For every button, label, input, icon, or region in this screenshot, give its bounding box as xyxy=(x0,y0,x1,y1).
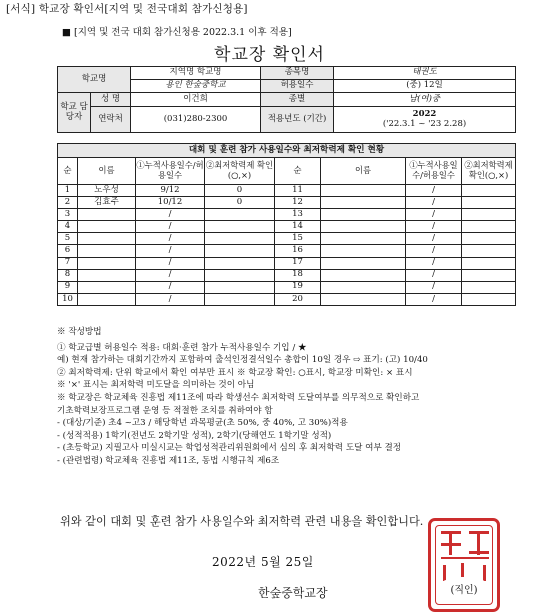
row-days-2: / xyxy=(406,245,462,257)
row-no-2: 13 xyxy=(275,209,321,221)
row-name-2 xyxy=(321,185,406,197)
instruction-line: 예) 현재 참가하는 대회기간까지 포함하여 출석인정결석일수 총합이 10일 경우 ⇨ 표기: (고) 10/40 xyxy=(57,355,428,366)
name-label: 성 명 xyxy=(91,93,131,107)
instruction-line: ※ '×' 표시는 최저학력 미도달을 의미하는 것이 아님 xyxy=(57,380,255,391)
row-no-2: 14 xyxy=(275,221,321,233)
row-days-2: / xyxy=(406,293,462,305)
row-days: 10/12 xyxy=(136,197,205,209)
row-academic-2 xyxy=(462,233,516,245)
row-no: 3 xyxy=(58,209,78,221)
row-no: 4 xyxy=(58,221,78,233)
row-name-2 xyxy=(321,293,406,305)
row-academic: 0 xyxy=(205,185,275,197)
row-name: 김효주 xyxy=(78,197,136,209)
sub-label: ■ [지역 및 전국 대회 참가신청용 2022.3.1 이후 적용] xyxy=(62,27,292,38)
table-row xyxy=(58,185,516,197)
instructions xyxy=(57,326,517,468)
col-name: 이름 xyxy=(78,158,136,185)
row-academic xyxy=(205,293,275,305)
col-days-2: ①누적사용일수/허용일수 xyxy=(406,158,462,185)
table-row xyxy=(58,269,516,281)
event-label: 종목명 xyxy=(261,67,334,80)
row-no: 2 xyxy=(58,197,78,209)
region-school-label: 지역명 학교명 xyxy=(131,67,261,80)
row-academic-2 xyxy=(462,269,516,281)
row-no-2: 16 xyxy=(275,245,321,257)
row-no: 8 xyxy=(58,269,78,281)
period-range: ('22.3.1 ~ '23 2.28) xyxy=(382,118,467,129)
row-academic-2 xyxy=(462,197,516,209)
school-label: 학교명 xyxy=(58,67,131,93)
table-title: 대회 및 훈련 참가 사용일수와 최저학력제 확인 현황 xyxy=(58,144,516,158)
table-row xyxy=(58,209,516,221)
instruction-line: - (관련법령) 학교체육 진흥법 제11조, 동법 시행규칙 제6조 xyxy=(57,455,280,466)
row-name-2 xyxy=(321,281,406,293)
row-academic-2 xyxy=(462,281,516,293)
instructions-heading: ※ 작성방법 xyxy=(57,327,102,337)
table-row xyxy=(58,221,516,233)
row-academic: 0 xyxy=(205,197,275,209)
row-days-2: / xyxy=(406,269,462,281)
row-academic xyxy=(205,221,275,233)
instruction-line: - (초등학교) 지필고사 미실시교는 학업성적관리위원회에서 심의 후 최저학력 도달 여부 결정 xyxy=(57,443,402,454)
row-no: 1 xyxy=(58,185,78,197)
confirmation-text: 위와 같이 대회 및 훈련 참가 사용일수와 최저학력 관련 내용을 확인합니다. xyxy=(60,515,424,528)
gender-label: 종별 xyxy=(261,93,334,107)
row-name xyxy=(78,245,136,257)
row-days-2: / xyxy=(406,233,462,245)
contact-person-label: 학교 담당자 xyxy=(58,93,91,133)
row-name xyxy=(78,221,136,233)
school-name-value: 용인 한숲중학교 xyxy=(131,80,261,93)
row-academic-2 xyxy=(462,257,516,269)
event-value: 태권도 xyxy=(334,67,516,80)
period-cell xyxy=(334,107,516,133)
issue-date: 2022년 5월 25일 xyxy=(212,555,314,569)
row-academic xyxy=(205,245,275,257)
row-name-2 xyxy=(321,233,406,245)
row-days: / xyxy=(136,281,205,293)
row-no-2: 15 xyxy=(275,233,321,245)
row-days-2: / xyxy=(406,257,462,269)
instruction-line: ② 최저학력제: 단위 학교에서 확인 여부만 표시 ※ 학교장 확인: ○표시, 학교장 미확인: × 표시 xyxy=(57,367,413,378)
row-days: / xyxy=(136,269,205,281)
name-value: 이건희 xyxy=(131,93,261,107)
row-name: 노우성 xyxy=(78,185,136,197)
row-name xyxy=(78,209,136,221)
row-days: / xyxy=(136,257,205,269)
row-name-2 xyxy=(321,209,406,221)
row-academic-2 xyxy=(462,209,516,221)
row-no: 5 xyxy=(58,233,78,245)
table-row xyxy=(58,257,516,269)
row-no-2: 12 xyxy=(275,197,321,209)
row-name-2 xyxy=(321,221,406,233)
row-academic xyxy=(205,281,275,293)
row-no: 6 xyxy=(58,245,78,257)
row-academic-2 xyxy=(462,185,516,197)
phone-label: 연락처 xyxy=(91,107,131,133)
row-name xyxy=(78,233,136,245)
instruction-line: 기초학력보장프로그램 운영 등 적절한 조치를 취하여야 함 xyxy=(57,405,273,416)
row-days: / xyxy=(136,293,205,305)
row-academic-2 xyxy=(462,293,516,305)
row-days-2: / xyxy=(406,197,462,209)
row-academic-2 xyxy=(462,221,516,233)
row-no: 7 xyxy=(58,257,78,269)
row-academic xyxy=(205,209,275,221)
row-days-2: / xyxy=(406,209,462,221)
row-days: / xyxy=(136,233,205,245)
seal-label: (직인) xyxy=(443,580,485,602)
instruction-line: ※ 학교장은 학교체육 진흥법 제11조에 따라 학생선수 최저학력 도달여부를 의무적으로 확인하고 xyxy=(57,392,420,403)
table-row xyxy=(58,233,516,245)
row-no: 9 xyxy=(58,281,78,293)
col-no-2: 순 xyxy=(275,158,321,185)
table-row xyxy=(58,197,516,209)
row-no-2: 17 xyxy=(275,257,321,269)
instruction-line: - (성적적용) 1학기(전년도 2학기말 성적), 2학기(당해연도 1학기말 성적) xyxy=(57,430,332,441)
col-name-2: 이름 xyxy=(321,158,406,185)
table-row xyxy=(58,293,516,305)
col-academic: ②최저학력제 확인(○,×) xyxy=(205,158,275,185)
row-no-2: 20 xyxy=(275,293,321,305)
row-name-2 xyxy=(321,257,406,269)
period-year: 2022 xyxy=(412,108,437,119)
row-no-2: 18 xyxy=(275,269,321,281)
row-no: 10 xyxy=(58,293,78,305)
gender-value: 남(여)중 xyxy=(334,93,516,107)
row-no-2: 19 xyxy=(275,281,321,293)
row-name xyxy=(78,269,136,281)
row-academic xyxy=(205,233,275,245)
instruction-line: - (대상/기준) 초4 ~고3 / 해당학년 과목평균(초 50%, 중 40%, 고 30%)적용 xyxy=(57,418,348,429)
col-no: 순 xyxy=(58,158,78,185)
row-academic xyxy=(205,269,275,281)
row-no-2: 11 xyxy=(275,185,321,197)
row-days-2: / xyxy=(406,185,462,197)
row-days-2: / xyxy=(406,281,462,293)
table-row xyxy=(58,245,516,257)
allowed-days-value: (중) 12일 xyxy=(334,80,516,93)
col-days: ①누적사용일수/허용일수 xyxy=(136,158,205,185)
row-name xyxy=(78,281,136,293)
row-name xyxy=(78,293,136,305)
school-info-table xyxy=(57,66,516,133)
table-row xyxy=(58,281,516,293)
row-name xyxy=(78,257,136,269)
row-days: 9/12 xyxy=(136,185,205,197)
phone-value: (031)280-2300 xyxy=(131,107,261,133)
instruction-line: ① 학교급별 허용일수 적용: 대회·훈련 참가 누적사용일수 기입 / ★ xyxy=(57,342,307,353)
row-days: / xyxy=(136,209,205,221)
row-name-2 xyxy=(321,269,406,281)
row-academic-2 xyxy=(462,245,516,257)
row-academic xyxy=(205,257,275,269)
row-days-2: / xyxy=(406,221,462,233)
row-name-2 xyxy=(321,245,406,257)
page-title: 학교장 확인서 xyxy=(214,45,325,65)
participation-table xyxy=(57,143,516,306)
row-days: / xyxy=(136,245,205,257)
period-label: 적용년도 (기간) xyxy=(261,107,334,133)
form-label: [서식] 학교장 확인서[지역 및 전국대회 참가신청용] xyxy=(6,3,248,15)
allowed-days-label: 허용일수 xyxy=(261,80,334,93)
principal-signature: 한숲중학교장 xyxy=(258,586,328,600)
row-days: / xyxy=(136,221,205,233)
col-academic-2: ②최저학력제 확인(○,×) xyxy=(462,158,516,185)
row-name-2 xyxy=(321,197,406,209)
